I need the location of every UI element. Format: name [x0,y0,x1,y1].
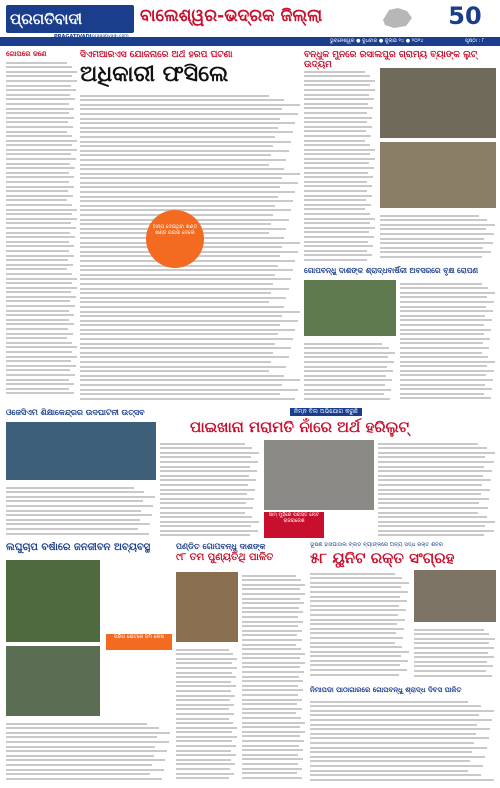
date-bar [0,37,500,46]
headline-rain: ଲଘୁଚାପ ବର୍ଷାରେ ଜନଜୀବନ ଅବ୍ୟବସ୍ଥ [6,542,151,553]
photo-toilet [264,440,374,510]
kicker-gopabandhu: ପଣ୍ଡିତ ଗୋପବନ୍ଧୁ ଦାଶଙ୍କ [176,542,266,551]
article-ojcm [6,408,156,538]
photo-blood [414,570,496,622]
photo-gopabandhu [176,572,238,642]
article-toilet [160,408,496,538]
headline-toilet: ପାଇଖାନା ମରାମତି ନାଁରେ ଅର୍ଥ ହରିଲୁଟ୍‌ [190,418,410,436]
badge-toilet [264,512,324,538]
dateline: ଭୁବନେଶ୍ୱର ● ବୁଧବାର ● ଜୁଲାଇ ୨୪ ● ୨୦୨୪ [330,38,424,44]
body-gopabandhu-2 [176,646,238,782]
caption-rain-text: ପରିଗ କ୍ଷେତରେ ଜମି ଲେଖ [113,634,165,640]
body-blood-2 [414,626,496,680]
logo: ପ୍ରଗତିବାଦୀ [10,10,83,28]
headline-gopabandhu: ୯୮ ତମ ପୁଣ୍ୟତିଥି ପାଳିତ [176,552,274,563]
body-blood [310,570,410,680]
article-plantation [304,266,496,406]
headline-ojcm: ଓଜେସିଏମ ଶିକ୍ଷାକେନ୍ଦ୍ରର ଉଦଘାଟନୀ ଉତ୍ସବ [6,408,145,417]
article-blood [310,542,496,682]
page-label: ପୃଷ୍ଠା : ୮ [465,38,485,44]
anniversary-badge: 50 [448,2,482,30]
body-toilet [160,440,260,538]
body-plantation [400,280,496,404]
photo-bank-1 [380,68,496,138]
headline-blood: ୫୮ ୟୁନିଟ ରକ୍ତ ସଂଗ୍ରହ [310,549,455,567]
headline-library: ନିମାପଡା ପାଠାଗାରରେ ଗୋପବନ୍ଧୁ ଶ୍ରାଦ୍ଧ ଦିବସ ପାଳିତ [310,686,462,694]
photo-rain [6,560,100,642]
photo-plantation [304,280,396,336]
kicker-blood: ଭୂଷଣ ହାସପାତାଲ ବ୍ଲଡ ବ୍ୟାଙ୍କରେ ଅନ୍ୟ ସିଦ୍ଧ ରକ୍ତ ଶିବିର [310,542,443,548]
body-rain [6,720,172,782]
kicker-toilet: ନିମ୍ନ ବିଲ ଅଭିଯୋଗ କରୁଛି [290,408,362,416]
left-top-title: ଗୋପରେ ଜଣେ [6,50,47,58]
body-bank-2 [380,212,496,262]
article-rain [6,542,172,782]
body-gopabandhu [242,572,306,782]
headline-cmrs: ଅଧିକାରୀ ଫସିଲେ [80,62,229,87]
body-plantation-2 [304,340,396,404]
badge-cmrs-text: ଅନ୍ୟ ଦେଇଥିବା ଖଣ୍ଡ ଖଣ୍ଡ ପଇସା ଦେଲେ [152,224,198,236]
caption-rain [106,634,172,650]
body-ojcm [6,484,156,538]
odisha-map-icon [380,6,414,30]
badge-toilet-text: ସାମ୍ ମୁହଁରେ ପରାସ୍ତ ନୋଟ ରାଜରାଜେଶ [268,512,320,524]
headline-plantation: ଗୋପବନ୍ଧୁ ଦାଶଙ୍କ ଶ୍ରାଦ୍ଧବାର୍ଷିକୀ ଅବସରରେ ବୃକ୍ଷ ରୋପଣ [304,266,478,275]
photo-bank-2 [380,142,496,208]
logo-box [6,5,134,33]
edition-title: ବାଲେଶ୍ୱର-ଭଦ୍ରକ ଜିଲ୍ଲା [140,6,323,26]
article-cmrs [80,50,302,405]
article-gopabandhu [176,542,306,782]
badge-cmrs [146,210,204,268]
photo-rain-2 [6,646,100,716]
left-top-article [6,50,78,405]
kicker-cmrs: ସିଏମଆରଏସ ଯୋଜନାରେ ଅର୍ଥ ହରପ ଘଟଣା [80,50,233,60]
body-toilet-2 [378,440,496,538]
photo-ojcm [6,422,156,480]
masthead [0,0,500,46]
article-library [310,686,496,782]
body-bank [304,68,376,263]
body-library [310,698,496,782]
article-bank [304,50,496,265]
headline-bank: ବନ୍ଧୁକ ମୁନରେ ରସାଲପୁର ଗ୍ରାମ୍ୟ ବ୍ୟାଙ୍କ ଲୁଟ୍‌ ଉଦ୍ୟମ [304,50,478,70]
left-top-body [6,62,78,402]
